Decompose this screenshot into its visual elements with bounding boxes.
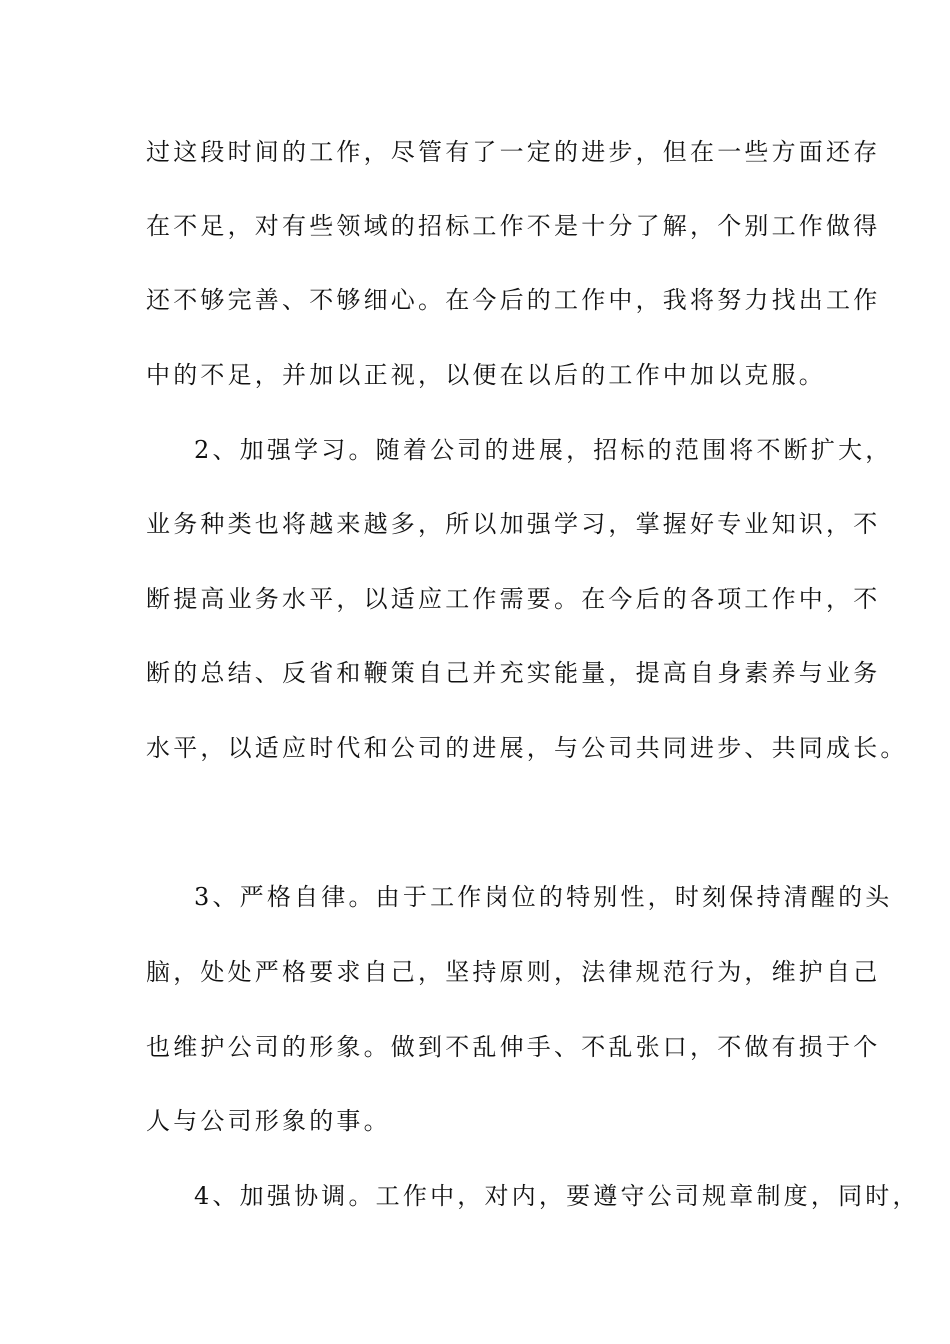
paragraph-line: 断的总结、反省和鞭策自己并充实能量，提高自身素养与业务 bbox=[146, 659, 881, 687]
paragraph-line: 中的不足，并加以正视，以便在以后的工作中加以克服。 bbox=[146, 361, 826, 389]
paragraph-line: 2、加强学习。随着公司的进展，招标的范围将不断扩大， bbox=[194, 436, 893, 464]
paragraph-line: 也维护公司的形象。做到不乱伸手、不乱张口，不做有损于个 bbox=[146, 1033, 881, 1061]
paragraph-line: 在不足，对有些领域的招标工作不是十分了解，个别工作做得 bbox=[146, 212, 881, 240]
paragraph-line: 4、加强协调。工作中，对内，要遵守公司规章制度，同时， bbox=[194, 1182, 920, 1210]
paragraph-line: 业务种类也将越来越多，所以加强学习，掌握好专业知识，不 bbox=[146, 510, 881, 538]
paragraph-line: 断提高业务水平，以适应工作需要。在今后的各项工作中，不 bbox=[146, 585, 881, 613]
paragraph-line: 水平，以适应时代和公司的进展，与公司共同进步、共同成长。 bbox=[146, 734, 908, 762]
paragraph-line: 脑，处处严格要求自己，坚持原则，法律规范行为，维护自己 bbox=[146, 958, 881, 986]
paragraph-line: 过这段时间的工作，尽管有了一定的进步，但在一些方面还存 bbox=[146, 138, 881, 166]
paragraph-line: 人与公司形象的事。 bbox=[146, 1107, 391, 1135]
paragraph-line: 还不够完善、不够细心。在今后的工作中，我将努力找出工作 bbox=[146, 286, 881, 314]
paragraph-line: 3、严格自律。由于工作岗位的特别性，时刻保持清醒的头 bbox=[194, 883, 893, 911]
